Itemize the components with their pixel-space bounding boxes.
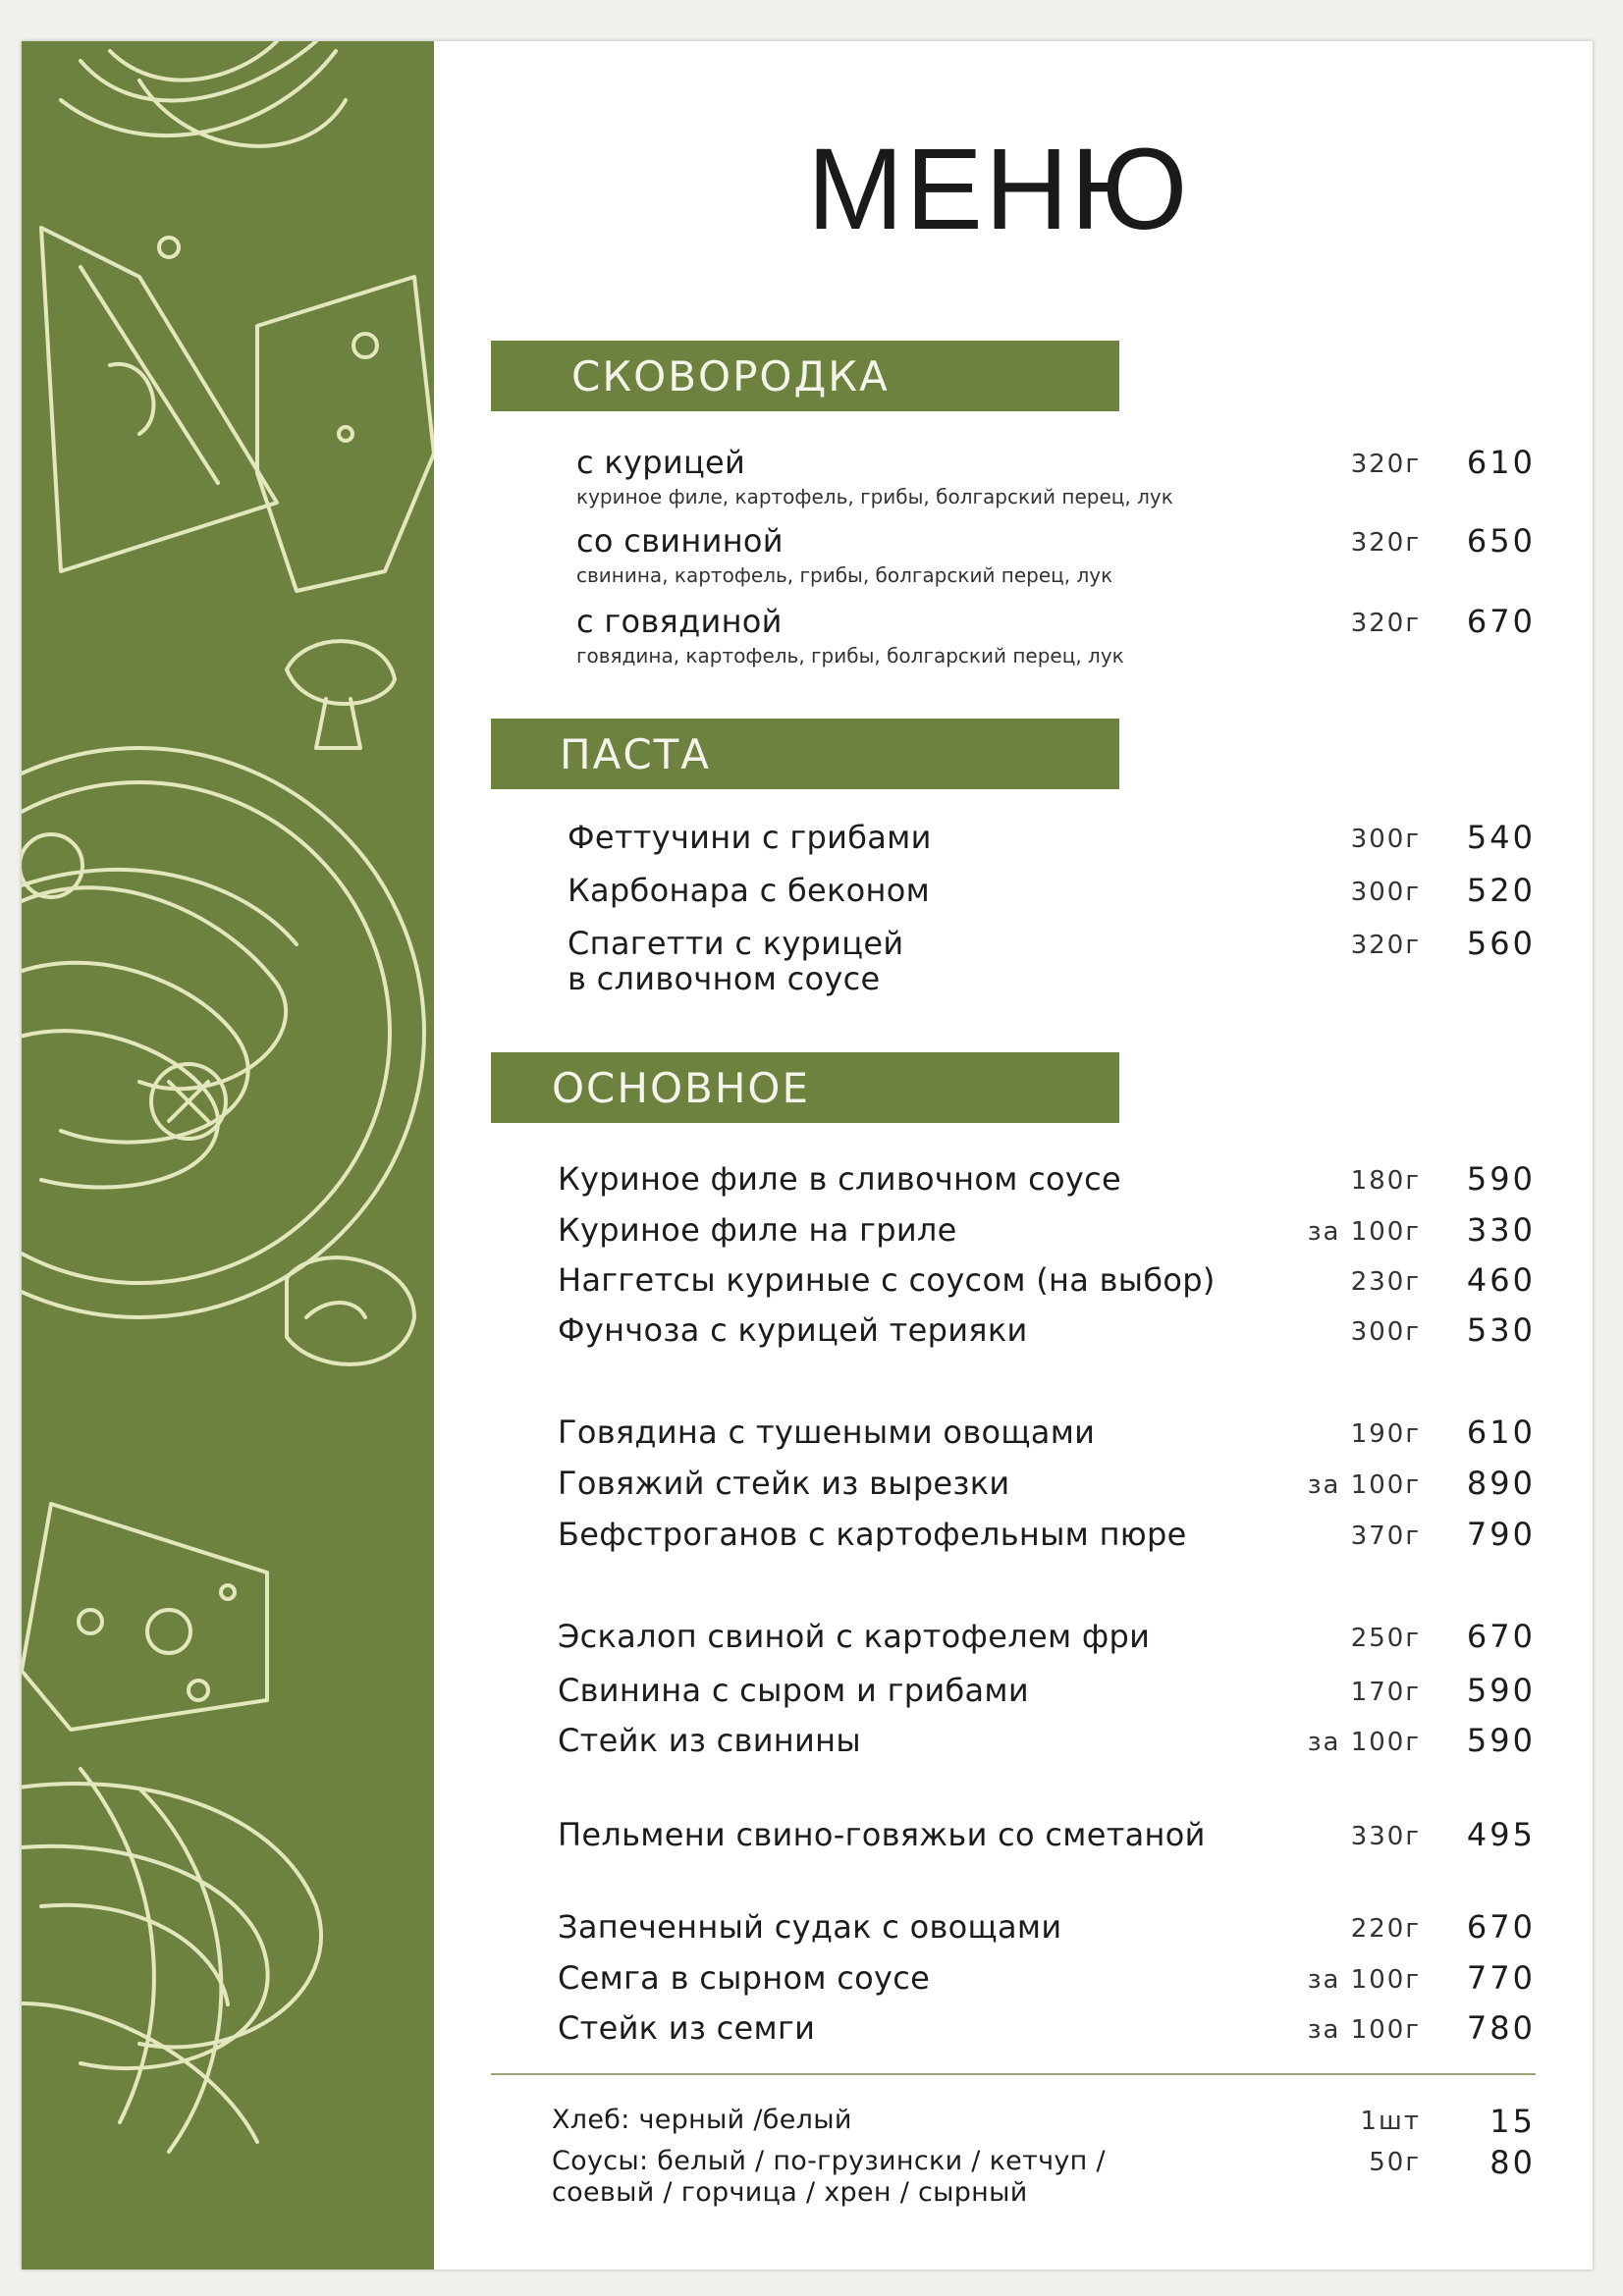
- item-price: 670: [1466, 1908, 1536, 1946]
- decorative-panel: [22, 41, 434, 2269]
- item-weight: за 100г: [1307, 1470, 1421, 1500]
- item-price: 15: [1489, 2103, 1536, 2140]
- item-price: 650: [1466, 522, 1536, 560]
- item-price: 540: [1466, 819, 1536, 856]
- item-weight: 300г: [1350, 825, 1421, 854]
- item-weight: 330г: [1350, 1822, 1421, 1851]
- item-name: Пельмени свино-говяжьи со сметаной: [558, 1816, 1206, 1853]
- item-description: куриное филе, картофель, грибы, болгарский перец, лук: [576, 485, 1173, 508]
- item-name: со свининой: [576, 522, 784, 560]
- item-name: Говяжий стейк из вырезки: [558, 1465, 1010, 1502]
- item-weight: 370г: [1350, 1522, 1421, 1551]
- item-name: Наггетсы куриные с соусом (на выбор): [558, 1261, 1216, 1299]
- item-description: свинина, картофель, грибы, болгарский перец, лук: [576, 563, 1113, 587]
- item-weight: 300г: [1350, 1317, 1421, 1347]
- item-price: 460: [1466, 1261, 1536, 1299]
- menu-sheet: [22, 41, 1593, 2269]
- item-name: Семга в сырном соусе: [558, 1959, 931, 1997]
- item-weight: 300г: [1350, 878, 1421, 907]
- item-weight: 230г: [1350, 1267, 1421, 1297]
- item-name-line2: соевый / горчица / хрен / сырный: [552, 2177, 1028, 2208]
- item-name: Эскалоп свиной с картофелем фри: [558, 1618, 1151, 1655]
- item-price: 590: [1466, 1160, 1536, 1198]
- section-header-skovorodka: СКОВОРОДКА: [491, 341, 1119, 411]
- item-weight: за 100г: [1307, 1728, 1421, 1757]
- item-name: Стейк из семги: [558, 2009, 816, 2047]
- item-price: 780: [1466, 2009, 1536, 2047]
- item-price: 330: [1466, 1211, 1536, 1249]
- section-header-osnovnoe: ОСНОВНОЕ: [491, 1052, 1119, 1123]
- item-price: 670: [1466, 603, 1536, 640]
- item-price: 80: [1489, 2144, 1536, 2181]
- item-price: 590: [1466, 1672, 1536, 1709]
- food-illustration: [22, 41, 434, 2269]
- item-weight: 250г: [1350, 1624, 1421, 1653]
- item-name-line2: в сливочном соусе: [568, 960, 881, 997]
- item-weight: 180г: [1350, 1166, 1421, 1196]
- item-name: Запеченный судак с овощами: [558, 1908, 1062, 1946]
- item-price: 770: [1466, 1959, 1536, 1997]
- item-name: Куриное филе на гриле: [558, 1211, 957, 1249]
- item-price: 520: [1466, 872, 1536, 909]
- item-weight: 320г: [1350, 528, 1421, 558]
- item-name: с говядиной: [576, 603, 783, 640]
- item-weight: за 100г: [1307, 1217, 1421, 1247]
- item-name: Хлеб: черный /белый: [552, 2105, 852, 2135]
- item-name: Куриное филе в сливочном соусе: [558, 1160, 1122, 1198]
- item-name: Свинина с сыром и грибами: [558, 1672, 1029, 1709]
- item-weight: 320г: [1350, 450, 1421, 479]
- item-weight: 190г: [1350, 1419, 1421, 1449]
- item-name: Говядина с тушеными овощами: [558, 1414, 1096, 1451]
- item-price: 560: [1466, 925, 1536, 962]
- item-weight: 320г: [1350, 609, 1421, 638]
- page-title: МЕНЮ: [807, 125, 1190, 254]
- item-name: Спагетти с курицей: [568, 925, 904, 962]
- item-name: Бефстроганов с картофельным пюре: [558, 1516, 1187, 1553]
- item-weight: 220г: [1350, 1914, 1421, 1944]
- item-name: Стейк из свинины: [558, 1722, 861, 1759]
- divider-line: [491, 2073, 1536, 2075]
- item-weight: 1шт: [1360, 2107, 1421, 2136]
- item-description: говядина, картофель, грибы, болгарский перец, лук: [576, 644, 1124, 667]
- item-price: 790: [1466, 1516, 1536, 1553]
- item-price: 495: [1466, 1816, 1536, 1853]
- item-price: 670: [1466, 1618, 1536, 1655]
- item-price: 530: [1466, 1311, 1536, 1349]
- item-weight: 170г: [1350, 1678, 1421, 1707]
- item-price: 890: [1466, 1465, 1536, 1502]
- item-name: Феттучини с грибами: [568, 819, 932, 856]
- item-weight: за 100г: [1307, 1965, 1421, 1995]
- item-weight: 50г: [1369, 2148, 1421, 2177]
- item-name: с курицей: [576, 444, 746, 481]
- item-weight: 320г: [1350, 931, 1421, 960]
- item-name: Соусы: белый / по-грузински / кетчуп /: [552, 2146, 1106, 2176]
- item-price: 610: [1466, 444, 1536, 481]
- item-price: 590: [1466, 1722, 1536, 1759]
- section-header-pasta: ПАСТА: [491, 719, 1119, 789]
- item-price: 610: [1466, 1414, 1536, 1451]
- item-name: Карбонара с беконом: [568, 872, 931, 909]
- item-name: Фунчоза с курицей терияки: [558, 1311, 1028, 1349]
- item-weight: за 100г: [1307, 2015, 1421, 2045]
